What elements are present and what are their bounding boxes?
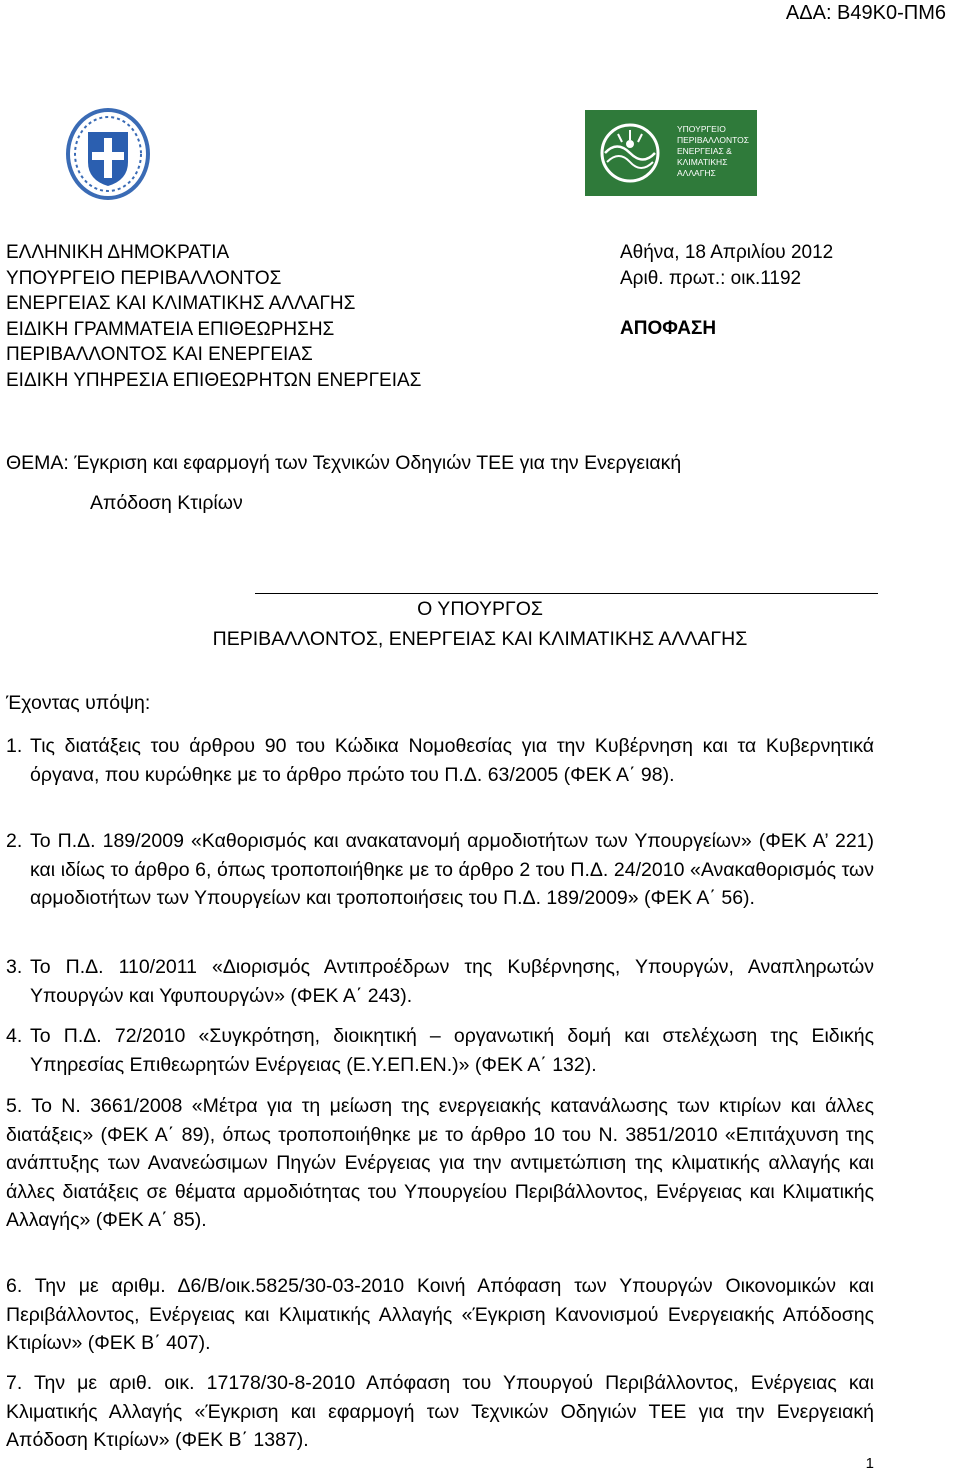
issuer-block [6,240,421,393]
issuer-line: ΕΝΕΡΓΕΙΑΣ ΚΑΙ ΚΛΙΜΑΤΙΚΗΣ ΑΛΛΑΓΗΣ [6,293,356,314]
protocol-number: Αριθ. πρωτ.: οικ.1192 [620,267,802,289]
issuer-line: ΕΛΛΗΝΙΚΗ ΔΗΜΟΚΡΑΤΙΑ [6,242,230,263]
swirl-emblem-icon [591,118,669,188]
issuer-line: ΕΙΔΙΚΗ ΓΡΑΜΜΑΤΕΙΑ ΕΠΙΘΕΩΡΗΣΗΣ [6,318,335,340]
ministry-logo-text: ΥΠΟΥΡΓΕΙΟ ΠΕΡΙΒΑΛΛΟΝΤΟΣ ΕΝΕΡΓΕΙΑΣ & ΚΛΙΜΑΤΙΚΗΣ ΑΛΛΑΓΗΣ [677,124,750,178]
list-item-text: Το Π.Δ. 189/2009 «Καθορισμός και ανακατανομή αρμοδιοτήτων των Υπουργείων» (ΦΕΚ Α’ 221) και ιδίως το άρθρο 6, όπως τροποποιήθηκε με το άρθρο 2 του Π.Δ. 24/2010 «Ανακαθορισμός των αρμοδιοτήτων των Υπουργείων και τροποποιήσεις του Π.Δ. 189/2009» (ΦΕΚ Α΄ 56). [30,830,874,909]
issuer-line: ΠΕΡΙΒΑΛΛΟΝΤΟΣ ΚΑΙ ΕΝΕΡΓΕΙΑΣ [6,344,313,365]
subject-line-continued: Απόδοση Κτιρίων [90,492,243,514]
list-item-number: 2. [6,830,23,852]
document-date: Αθήνα, 18 Απριλίου 2012 [620,242,834,263]
issuer-line: ΥΠΟΥΡΓΕΙΟ ΠΕΡΙΒΑΛΛΟΝΤΟΣ [6,267,282,289]
minister-ministry: ΠΕΡΙΒΑΛΛΟΝΤΟΣ, ΕΝΕΡΓΕΙΑΣ ΚΑΙ ΚΛΙΜΑΤΙΚΗΣ ΑΛΛΑΓΗΣ [212,628,748,650]
decision-title: ΑΠΟΦΑΣΗ [620,318,717,339]
divider [255,593,878,594]
list-item-number: 4. [6,1025,23,1047]
document-meta [620,240,833,342]
considering-heading: Έχοντας υπόψη: [6,692,151,714]
list-item [6,732,874,789]
list-item-text: 6. Την με αριθμ. Δ6/Β/οικ.5825/30-03-2010 Κοινή Απόφαση των Υπουργών Οικονομικών και Περιβάλλοντος, Ενέργειας και Κλιματικής Αλλαγής «Έγκριση Κανονισμού Ενεργειακής Απόδοσης Κτιρίων» (ΦΕΚ Β΄ 407). [6,1275,874,1354]
page-number: 1 [865,1455,874,1472]
list-item-number: 3. [6,956,23,978]
list-item [6,1272,874,1358]
list-item [6,827,874,913]
list-item-text: Το Π.Δ. 110/2011 «Διορισμός Αντιπροέδρων της Κυβέρνησης, Υπουργών, Αναπληρωτών Υπουργών και Υφυπουργών» (ΦΕΚ Α΄ 243). [30,956,874,1007]
greek-coat-of-arms-icon [58,102,158,202]
list-item-text: Τις διατάξεις του άρθρου 90 του Κώδικα Νομοθεσίας για την Κυβέρνηση και τα Κυβερνητικά όργανα, που κυρώθηκε με το άρθρο πρώτο του Π.Δ. 63/2005 (ΦΕΚ Α΄ 98). [30,735,874,786]
list-item-number: 1. [6,735,23,757]
minister-title: Ο ΥΠΟΥΡΓΟΣ [417,598,543,620]
list-item-text: 5. Το Ν. 3661/2008 «Μέτρα για τη μείωση της ενεργειακής κατανάλωσης των κτιρίων και άλλες διατάξεις» (ΦΕΚ Α΄ 89), όπως τροποποιήθηκε με το άρθρο 10 του Ν. 3851/2010 «Επιτάχυνση της ανάπτυξης των Ανανεώσιμων Πηγών Ενέργειας για την αντιμετώπιση της κλιματικής αλλαγής και άλλες διατάξεις σε θέματα αρμοδιότητας του Υπουργείου Περιβάλλοντος, Ενέργειας και Κλιματικής Αλλαγής» (ΦΕΚ Α΄ 85). [6,1095,874,1231]
issuer-line: ΕΙΔΙΚΗ ΥΠΗΡΕΣΙΑ ΕΠΙΘΕΩΡΗΤΩΝ ΕΝΕΡΓΕΙΑΣ [6,369,422,391]
list-item [6,1022,874,1079]
ministry-logo [585,110,757,196]
subject-line: ΘΕΜΑ: Έγκριση και εφαρμογή των Τεχνικών Οδηγιών ΤΕΕ για την Ενεργειακή [6,452,682,474]
list-item [6,1369,874,1455]
ada-code: ΑΔΑ: Β49Κ0-ΠΜ6 [785,2,946,24]
list-item [6,953,874,1010]
list-item-text: 7. Την με αριθ. οικ. 17178/30-8-2010 Απόφαση του Υπουργού Περιβάλλοντος, Ενέργειας και Κλιματικής Αλλαγής «Έγκριση και εφαρμογή των Τεχνικών Οδηγιών ΤΕΕ για την Ενεργειακή Απόδοση Κτιρίων» (ΦΕΚ Β΄ 1387). [6,1372,874,1451]
list-item [6,1092,874,1235]
list-item-text: Το Π.Δ. 72/2010 «Συγκρότηση, διοικητική – οργανωτική δομή και στελέχωση της Ειδικής Υπηρεσίας Επιθεωρητών Ενέργειας (Ε.Υ.ΕΠ.ΕΝ.)» (ΦΕΚ Α΄ 132). [30,1025,874,1076]
